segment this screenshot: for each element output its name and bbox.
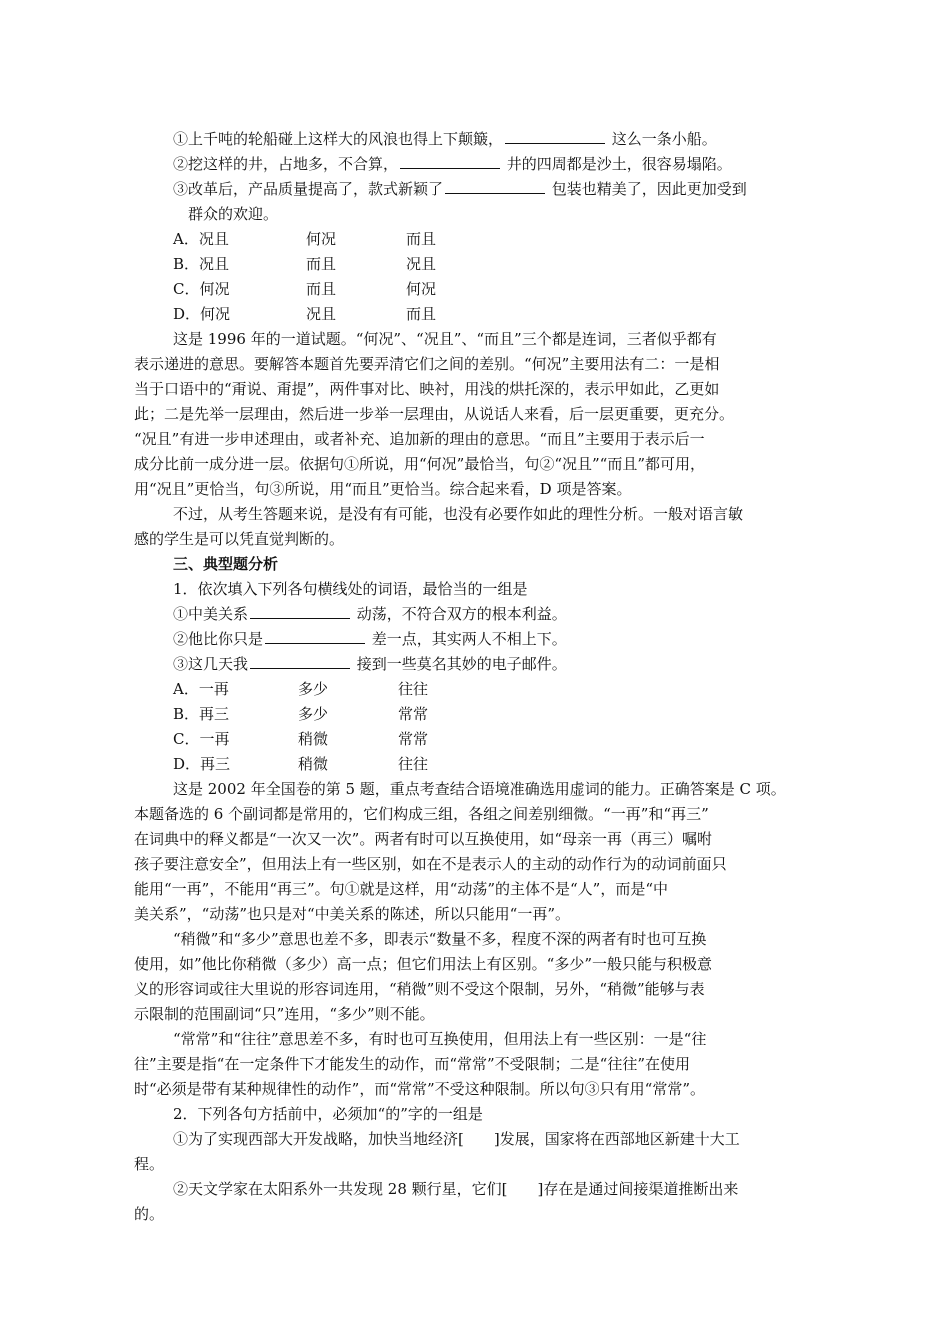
paragraph-line: 当于口语中的“甭说、甭提”，两件事对比、映衬，用浅的烘托深的，表示甲如此，乙更如 (134, 380, 720, 398)
paragraph-line: 往”主要是指“在一定条件下才能发生的动作，而“常常”不受限制；二是“往往”在使用 (134, 1055, 691, 1073)
option-word: 往往 (398, 680, 429, 698)
paragraph-line: 示限制的范围副词“只”连用，“多少”则不能。 (134, 1005, 435, 1023)
q0-s1-text-a: ①上千吨的轮船碰上这样大的风浪也得上下颠簸， (173, 130, 504, 148)
q2-s2-text-b: ]存在是通过间接渠道推断出来 (537, 1180, 739, 1198)
option-letter: C．何况 (173, 280, 230, 298)
paragraph-line: 在词典中的释义都是“一次又一次”。两者有时可以互换使用，如“母亲一再（再三）嘱咐 (134, 830, 713, 848)
q0-sentence-2 (173, 152, 732, 177)
paragraph-line: 使用，如”他比你稍微（多少）高一点；但它们用法上有区别。“多少”一般只能与积极意 (134, 955, 713, 973)
q1-s1-text-a: ①中美关系 (173, 605, 249, 623)
q2-s1-text-b: ]发展，国家将在西部地区新建十大工 (493, 1130, 740, 1148)
q2-sentence-2-cont: 的。 (134, 1205, 165, 1223)
option-word: 而且 (306, 280, 337, 298)
paragraph-line: 能用“一再”，不能用“再三”。句①就是这样，用“动荡”的主体不是“人”，而是“中 (134, 880, 669, 898)
paragraph-line: “常常”和“往往”意思差不多，有时也可互换使用，但用法上有一些区别：一是“往 (173, 1030, 707, 1048)
option-letter: A．一再 (173, 680, 229, 698)
paragraph-line: 感的学生是可以凭直觉判断的。 (134, 530, 345, 548)
answer-blank (250, 602, 350, 619)
q0-s3-text-a: ③改革后，产品质量提高了，款式新颖了 (173, 180, 444, 198)
q0-s2-text-a: ②挖这样的井，占地多，不合算， (173, 155, 399, 173)
q1-s1-text-b: 动荡，不符合双方的根本利益。 (356, 605, 567, 623)
q2-s2-text-a: ②天文学家在太阳系外一共发现 28 颗行星，它们[ (173, 1180, 508, 1198)
answer-blank (445, 177, 545, 194)
paragraph-line: 此；二是先举一层理由，然后进一步举一层理由，从说话人来看，后一层更重要，更充分。 (134, 405, 735, 423)
option-word: 而且 (406, 305, 437, 323)
option-word: 而且 (406, 230, 437, 248)
paragraph-line: “况且”有进一步申述理由，或者补充、追加新的理由的意思。“而且”主要用于表示后一 (134, 430, 705, 448)
option-letter: B．况且 (173, 255, 230, 273)
answer-blank (505, 127, 605, 144)
q1-sentence-2 (173, 627, 567, 652)
q2-sentence-1-cont: 程。 (134, 1155, 165, 1173)
q1-sentence-1 (173, 602, 567, 627)
q2-sentence-2 (173, 1177, 738, 1202)
option-word: 何况 (306, 230, 337, 248)
option-letter: B．再三 (173, 705, 230, 723)
paragraph-line: 表示递进的意思。要解答本题首先要弄清它们之间的差别。“何况”主要用法有二：一是相 (134, 355, 720, 373)
paragraph-line: 义的形容词或往大里说的形容词连用，“稍微”则不受这个限制，另外，“稍微”能够与表 (134, 980, 705, 998)
q2-stem: 2．下列各句方括前中，必须加“的”字的一组是 (173, 1105, 483, 1123)
q1-s3-text-b: 接到一些莫名其妙的电子邮件。 (356, 655, 567, 673)
paragraph-line: 美关系”，“动荡”也只是对“中美关系的陈述，所以只能用“一再”。 (134, 905, 571, 923)
option-letter: A．况且 (173, 230, 229, 248)
answer-blank (400, 152, 500, 169)
option-letter: D．再三 (173, 755, 231, 773)
paragraph-line: 不过，从考生答题来说，是没有有可能，也没有必要作如此的理性分析。一般对语言敏 (173, 505, 744, 523)
q1-stem: 1．依次填入下列各句横线处的词语，最恰当的一组是 (173, 580, 528, 598)
option-word: 常常 (398, 730, 429, 748)
paragraph-line: 成分比前一成分进一层。依据句①所说，用“何况”最恰当，句②“况且”“而且”都可用， (134, 455, 706, 473)
paragraph-line: 用“况且”更恰当，句③所说，用“而且”更恰当。综合起来看，D 项是答案。 (134, 480, 632, 498)
paragraph-line: 这是 2002 年全国卷的第 5 题，重点考查结合语境准确选用虚词的能力。正确答案是 C 项。 (173, 780, 786, 798)
option-word: 常常 (398, 705, 429, 723)
q0-sentence-1 (173, 127, 717, 152)
option-letter: C．一再 (173, 730, 230, 748)
paragraph-line: 孩子要注意安全”，但用法上有一些区别，如在不是表示人的主动的动作行为的动词前面只 (134, 855, 727, 873)
paragraph-line: 本题备选的 6 个副词都是常用的，它们构成三组，各组之间差别细微。“一再”和“再三” (134, 805, 709, 823)
q0-sentence-3-cont: 群众的欢迎。 (188, 205, 279, 223)
option-word: 稍微 (298, 755, 329, 773)
paragraph-line: “稍微”和“多少”意思也差不多，即表示“数量不多，程度不深的两者有时也可互换 (173, 930, 707, 948)
q0-sentence-3 (173, 177, 747, 202)
option-word: 多少 (298, 705, 329, 723)
answer-blank (250, 652, 350, 669)
option-word: 稍微 (298, 730, 329, 748)
answer-blank (265, 627, 365, 644)
q1-s3-text-a: ③这几天我 (173, 655, 249, 673)
section-heading: 三、典型题分析 (173, 555, 279, 573)
q0-s2-text-b: 井的四周都是沙土，很容易塌陷。 (506, 155, 732, 173)
q1-s2-text-b: 差一点，其实两人不相上下。 (371, 630, 567, 648)
option-word: 多少 (298, 680, 329, 698)
q0-s3-text-b: 包装也精美了，因此更加受到 (551, 180, 747, 198)
option-word: 往往 (398, 755, 429, 773)
option-word: 况且 (306, 305, 337, 323)
option-letter: D．何况 (173, 305, 231, 323)
option-word: 而且 (306, 255, 337, 273)
q1-sentence-3 (173, 652, 567, 677)
q1-s2-text-a: ②他比你只是 (173, 630, 264, 648)
q2-s1-text-a: ①为了实现西部大开发战略，加快当地经济[ (173, 1130, 464, 1148)
q0-s1-text-b: 这么一条小船。 (611, 130, 717, 148)
paragraph-line: 这是 1996 年的一道试题。“何况”、“况且”、“而且”三个都是连词，三者似乎都有 (173, 330, 717, 348)
option-word: 何况 (406, 280, 437, 298)
paragraph-line: 时“必须是带有某种规律性的动作”，而“常常”不受这种限制。所以句③只有用“常常”。 (134, 1080, 706, 1098)
q2-sentence-1 (173, 1127, 740, 1152)
option-word: 况且 (406, 255, 437, 273)
